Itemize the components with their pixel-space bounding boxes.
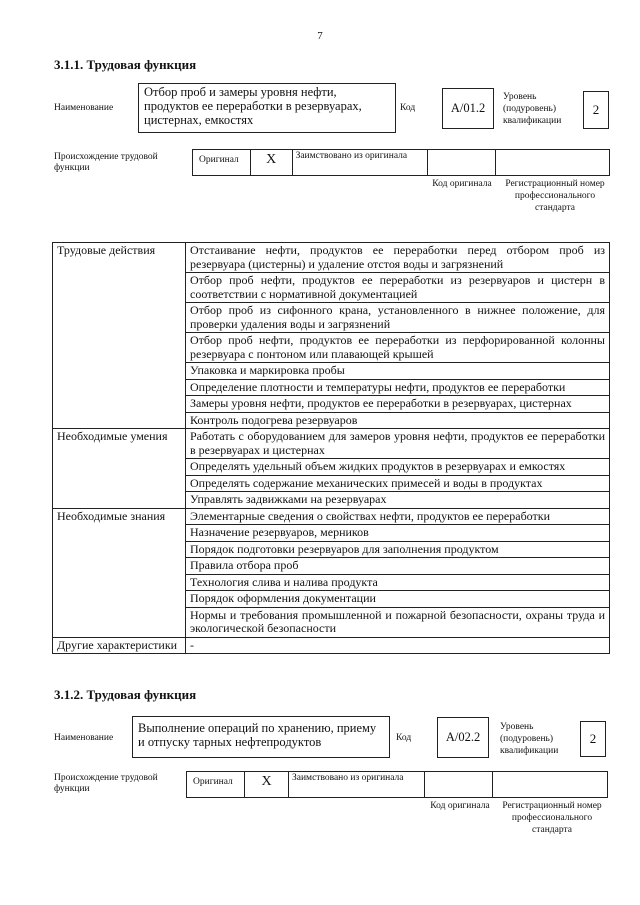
action-item: Контроль подогрева резервуаров <box>186 412 610 429</box>
skills-category: Необходимые умения <box>53 429 186 509</box>
knowledge-item: Порядок оформления документации <box>186 591 610 608</box>
knowledge-item: Правила отбора проб <box>186 558 610 575</box>
skill-item: Управлять задвижками на резервуарах <box>186 492 610 509</box>
section-title-2: 3.1.2. Трудовая функция <box>54 687 197 702</box>
level-label-1: Уровень (подуровень) квалификации <box>503 92 562 126</box>
action-item: Отбор проб из сифонного крана, установленного в нижнее положение, для проверки удаления воды и загрязнений <box>186 303 610 333</box>
table-row <box>53 637 610 654</box>
origin-label-2: Происхождение трудовой функции <box>54 773 158 794</box>
other-category: Другие характеристики <box>53 637 186 654</box>
knowledge-category: Необходимые знания <box>53 508 186 637</box>
original-code-cell-1 <box>428 150 496 175</box>
level-label-2: Уровень (подуровень) квалификации <box>500 722 559 756</box>
original-cell-2: Оригинал <box>187 772 245 797</box>
reg-number-caption-1: Регистрационный номер профессионального стандарта <box>505 179 605 213</box>
name-label-1: Наименование <box>54 103 114 113</box>
knowledge-item: Порядок подготовки резервуаров для заполнения продуктом <box>186 541 610 558</box>
skill-item: Определять удельный объем жидких продуктов в резервуарах и емкостях <box>186 459 610 476</box>
original-mark-1: X <box>251 150 293 175</box>
section-title-1: 3.1.1. Трудовая функция <box>54 57 197 72</box>
knowledge-item: Технология слива и налива продукта <box>186 574 610 591</box>
knowledge-item: Элементарные сведения о свойствах нефти, продуктов ее переработки <box>186 508 610 525</box>
action-item: Отбор проб нефти, продуктов ее переработки из перфорированной колонны резервуара с понтоном или плавающей крышей <box>186 333 610 363</box>
original-code-cell-2 <box>425 772 493 797</box>
actions-category: Трудовые действия <box>53 243 186 429</box>
code-label-2: Код <box>396 733 412 743</box>
knowledge-item: Нормы и требования промышленной и пожарной безопасности, охраны труда и экологической безопасности <box>186 607 610 637</box>
table-row <box>53 243 610 273</box>
original-code-caption-1: Код оригинала <box>432 179 492 189</box>
labor-function-table <box>52 242 610 654</box>
action-item: Отбор проб нефти, продуктов ее переработки из резервуаров и цистерн в соответствии с нормативной документацией <box>186 273 610 303</box>
origin-row-1 <box>192 149 610 176</box>
action-item: Определение плотности и температуры нефти, продуктов ее переработки <box>186 379 610 396</box>
knowledge-item: Назначение резервуаров, мерников <box>186 525 610 542</box>
action-item: Замеры уровня нефти, продуктов ее переработки в резервуарах, цистернах <box>186 396 610 413</box>
table-row <box>53 508 610 525</box>
function-name-1: Отбор проб и замеры уровня нефти, продуктов ее переработки в резервуарах, цистернах, емкостях <box>138 83 396 133</box>
origin-row-2 <box>186 771 608 798</box>
reg-number-cell-1 <box>496 150 609 175</box>
function-code-1: А/01.2 <box>442 88 494 129</box>
name-label-2: Наименование <box>54 733 114 743</box>
level-value-2: 2 <box>580 721 606 757</box>
origin-label-1: Происхождение трудовой функции <box>54 152 158 173</box>
borrowed-cell-1: Заимствовано из оригинала <box>293 150 428 175</box>
borrowed-cell-2: Заимствовано из оригинала <box>289 772 425 797</box>
function-name-2: Выполнение операций по хранению, приему и отпуску тарных нефтепродуктов <box>132 716 390 758</box>
skill-item: Работать с оборудованием для замеров уровня нефти, продуктов ее переработки в резервуарах и цистернах <box>186 429 610 459</box>
reg-number-caption-2: Регистрационный номер профессионального стандарта <box>502 801 602 835</box>
page-number: 7 <box>317 30 323 42</box>
action-item: Отстаивание нефти, продуктов ее переработки перед отбором проб из резервуара (цистерны) и удаление отстоя воды и загрязнений <box>186 243 610 273</box>
skill-item: Определять содержание механических примесей и воды в продуктах <box>186 475 610 492</box>
code-label-1: Код <box>400 103 416 113</box>
original-cell-1: Оригинал <box>193 150 251 175</box>
table-row <box>53 429 610 459</box>
original-code-caption-2: Код оригинала <box>430 801 490 811</box>
function-code-2: А/02.2 <box>437 717 489 758</box>
reg-number-cell-2 <box>493 772 607 797</box>
level-value-1: 2 <box>583 91 609 129</box>
original-mark-2: X <box>245 772 289 797</box>
action-item: Упаковка и маркировка пробы <box>186 363 610 380</box>
other-value: - <box>186 637 610 654</box>
